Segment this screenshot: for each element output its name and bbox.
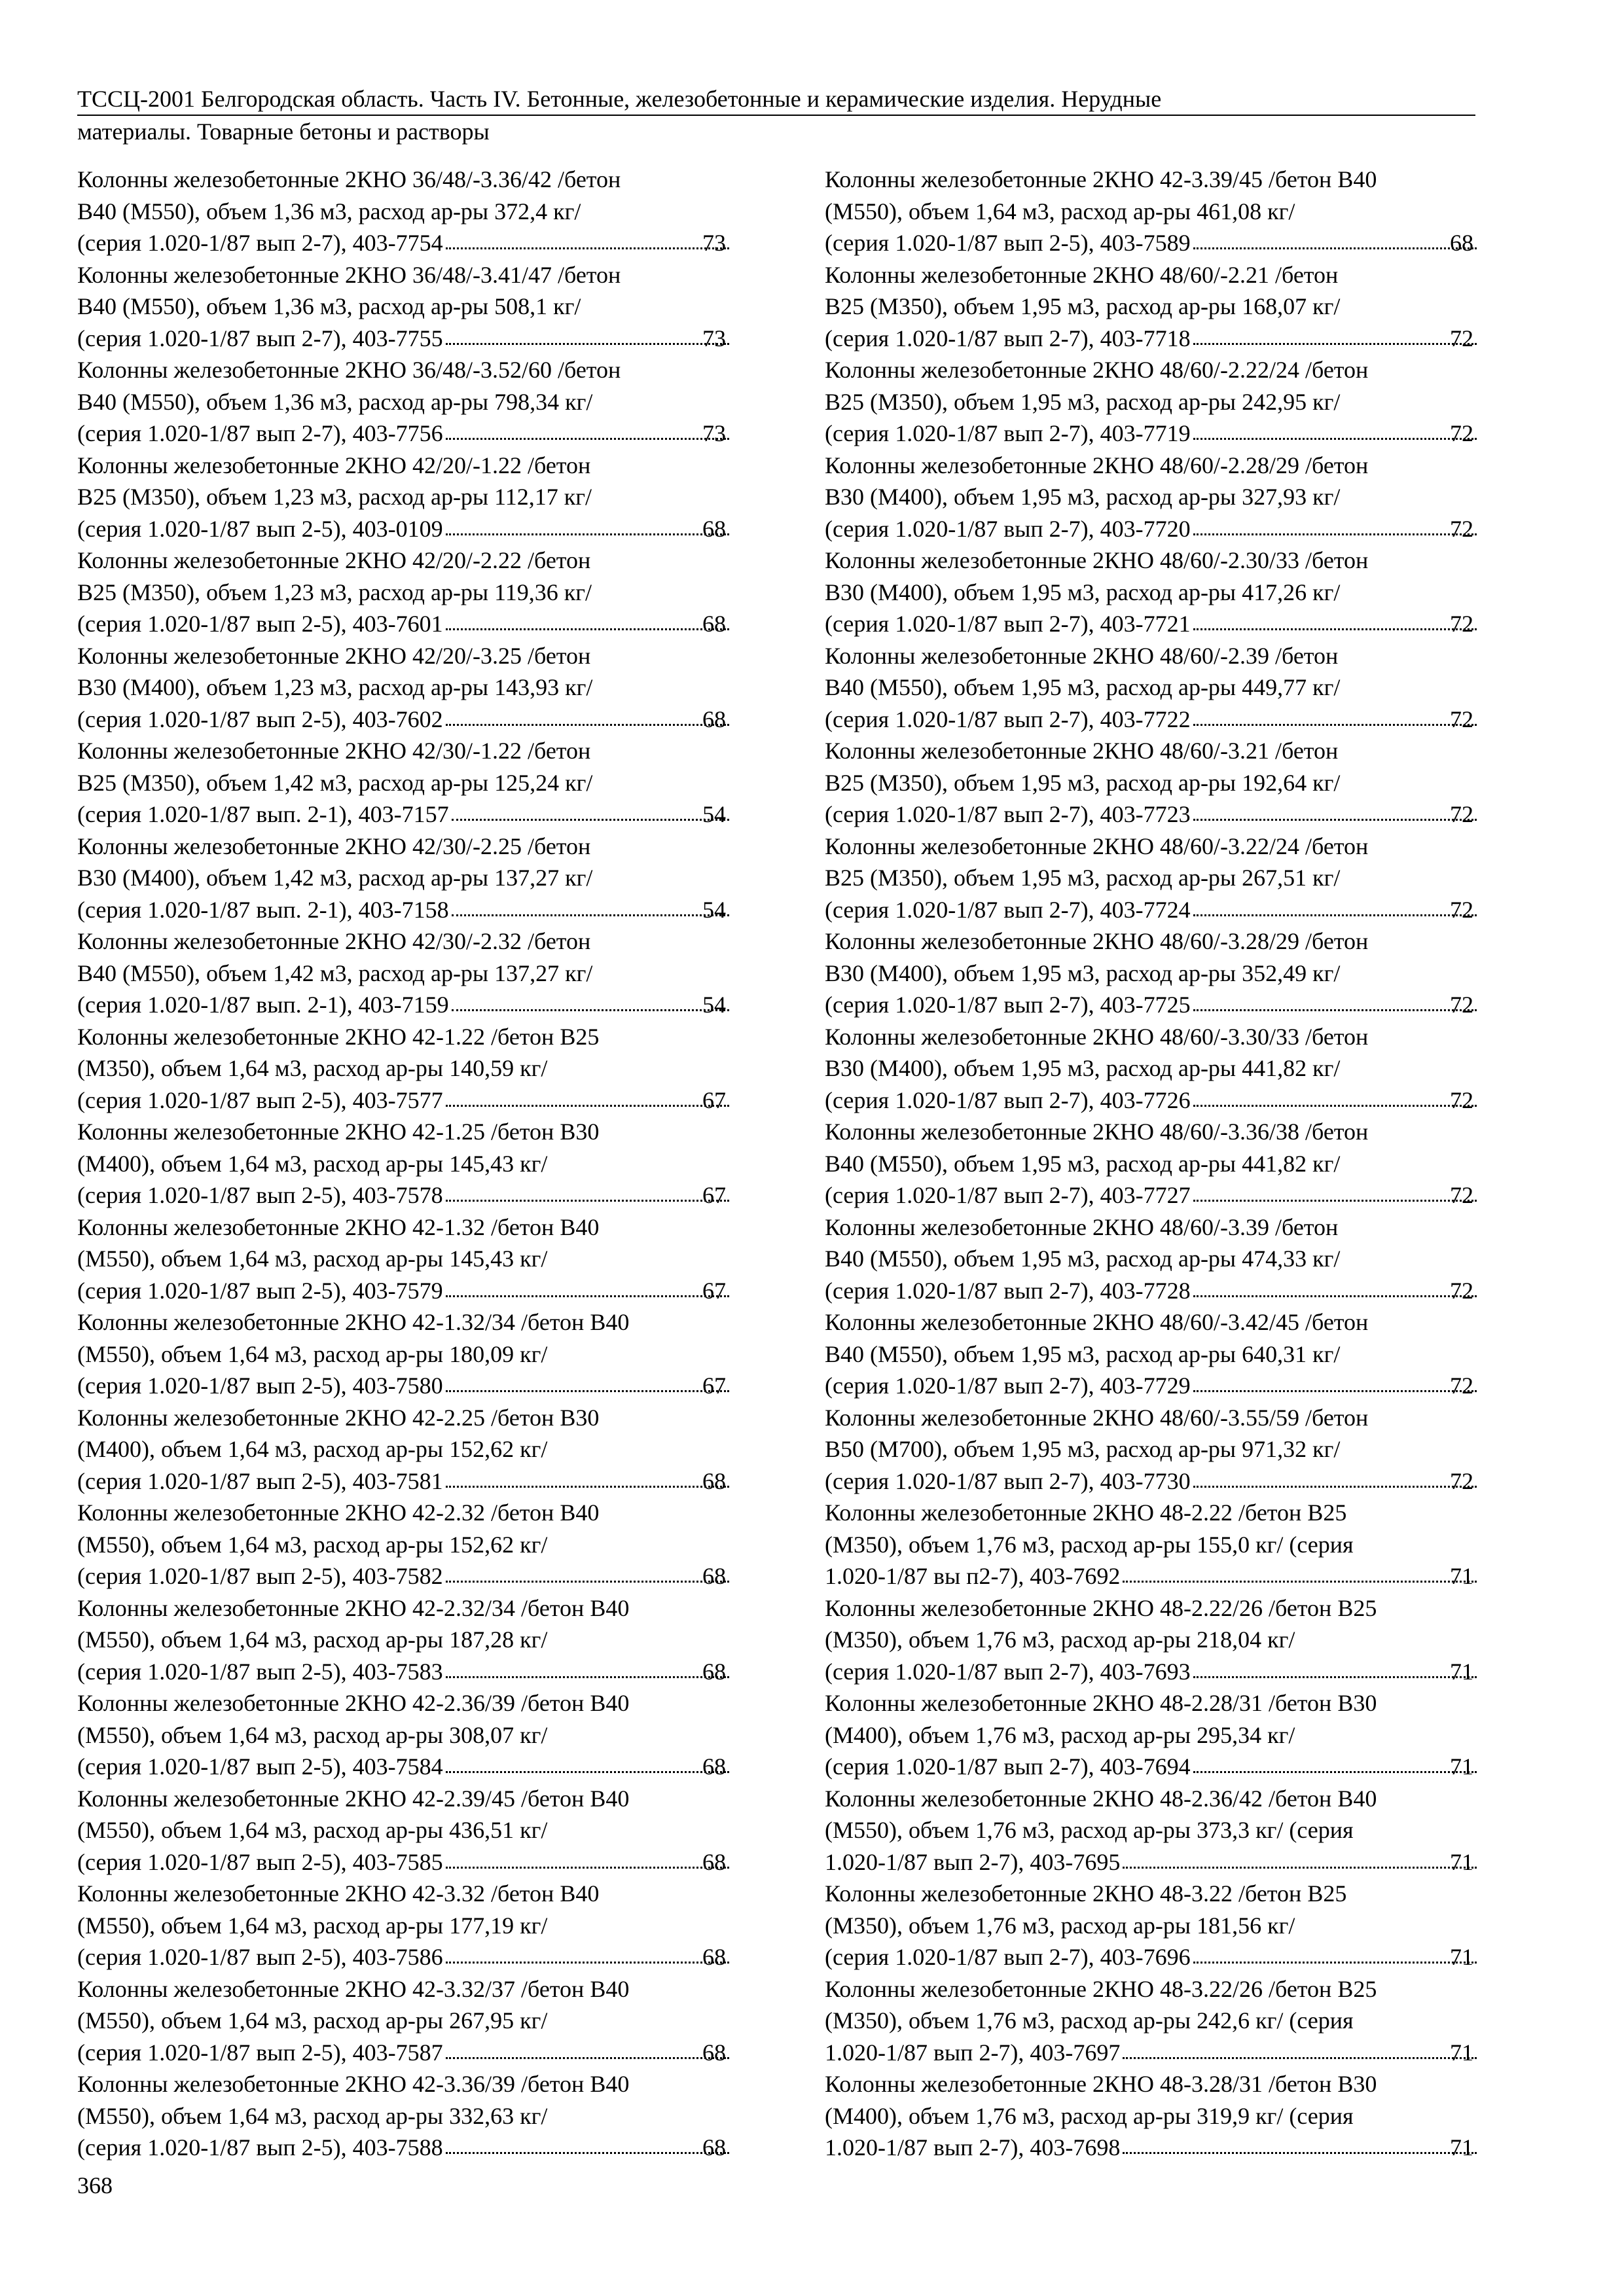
index-entry: [825, 1116, 1479, 1211]
entry-series-code: (серия 1.020-1/87 вып. 2-1), 403-7159: [77, 992, 449, 1018]
entry-reference-line: 1.020-1/87 вы п2-7), 403-7692 71: [854, 1560, 1479, 1592]
entry-spec-line: В30 (М400), объем 1,23 м3, расход ар-ры 143,93 кг/: [77, 674, 593, 700]
entry-spec-line: (М350), объем 1,76 м3, расход ар-ры 181,56 кг/: [825, 1912, 1295, 1939]
index-entry: [825, 2068, 1479, 2164]
entry-title-line: Колонны железобетонные 2КНО 42/20/-3.25 /бетон: [77, 642, 591, 669]
entry-series-code: (серия 1.020-1/87 вып 2-7), 403-7756: [77, 420, 443, 446]
entry-series-code: 1.020-1/87 вып 2-7), 403-7697: [825, 2039, 1121, 2066]
index-entry: [77, 1497, 732, 1592]
entry-reference-line: (серия 1.020-1/87 вып 2-7), 403-7723 72: [854, 798, 1479, 831]
index-entry: [77, 831, 732, 926]
dot-leader: [1193, 527, 1477, 535]
entry-reference-line: (серия 1.020-1/87 вып. 2-1), 403-7159 54: [107, 989, 732, 1021]
entry-reference-line: (серия 1.020-1/87 вып 2-7), 403-7718 72: [854, 323, 1479, 355]
entry-series-code: (серия 1.020-1/87 вып 2-5), 403-7580: [77, 1372, 443, 1399]
entry-series-code: 1.020-1/87 вып 2-7), 403-7695: [825, 1848, 1121, 1875]
entry-title-line: Колонны железобетонные 2КНО 42-1.25 /бетон В30: [77, 1119, 600, 1145]
entry-reference-line: (серия 1.020-1/87 вып 2-5), 403-7579 67: [107, 1275, 732, 1307]
index-entry: [77, 735, 732, 831]
entry-series-code: (серия 1.020-1/87 вып 2-5), 403-7577: [77, 1086, 443, 1113]
entry-title-line: Колонны железобетонные 2КНО 48/60/-3.21 /бетон: [825, 738, 1339, 764]
entry-spec-line: (М550), объем 1,64 м3, расход ар-ры 145,43 кг/: [77, 1246, 548, 1272]
index-entry: [825, 1021, 1479, 1117]
dot-leader: [452, 1003, 729, 1011]
dot-leader: [1193, 336, 1477, 345]
entry-title-line: Колонны железобетонные 2КНО 42/20/-1.22 /бетон: [77, 452, 591, 478]
index-entry: [77, 545, 732, 640]
entry-title-line: Колонны железобетонные 2КНО 48/60/-3.42/45 /бетон: [825, 1309, 1369, 1335]
entry-reference-line: (серия 1.020-1/87 вып 2-5), 403-7580 67: [107, 1370, 732, 1402]
entry-series-code: (серия 1.020-1/87 вып 2-5), 403-7602: [77, 706, 443, 732]
entry-series-code: (серия 1.020-1/87 вып 2-7), 403-7718: [825, 325, 1191, 351]
entry-series-code: 1.020-1/87 вып 2-7), 403-7698: [825, 2134, 1121, 2161]
entry-series-code: (серия 1.020-1/87 вып 2-7), 403-7726: [825, 1086, 1191, 1113]
dot-leader: [1193, 1479, 1477, 1488]
dot-leader: [1123, 2051, 1477, 2059]
dot-leader: [1193, 1193, 1477, 1202]
entry-reference-line: (серия 1.020-1/87 вып 2-5), 403-7582 68: [107, 1560, 732, 1592]
index-entry: [825, 1402, 1479, 1498]
entry-reference-line: (серия 1.020-1/87 вып 2-5), 403-7583 68: [107, 1656, 732, 1688]
entry-spec-line: В25 (М350), объем 1,95 м3, расход ар-ры 242,95 кг/: [825, 388, 1341, 415]
index-entry: [825, 1306, 1479, 1402]
entry-series-code: (серия 1.020-1/87 вып 2-7), 403-7722: [825, 706, 1191, 732]
entry-reference-line: (серия 1.020-1/87 вып 2-7), 403-7724 72: [854, 894, 1479, 926]
entry-spec-line: (М550), объем 1,64 м3, расход ар-ры 267,95 кг/: [77, 2007, 548, 2034]
entry-spec-line: (М400), объем 1,64 м3, расход ар-ры 152,62 кг/: [77, 1436, 548, 1462]
dot-leader: [1123, 1860, 1477, 1869]
entry-series-code: (серия 1.020-1/87 вып 2-5), 403-7601: [77, 611, 443, 637]
dot-leader: [1123, 1574, 1477, 1583]
entry-title-line: Колонны железобетонные 2КНО 42/30/-1.22 /бетон: [77, 738, 591, 764]
index-entry: [825, 1497, 1479, 1592]
entry-title-line: Колонны железобетонные 2КНО 48/60/-2.30/33 /бетон: [825, 547, 1369, 573]
index-entry: [825, 354, 1479, 450]
entry-title-line: Колонны железобетонные 2КНО 42/30/-2.25 /бетон: [77, 833, 591, 859]
left-column: [77, 164, 732, 2164]
entry-series-code: (серия 1.020-1/87 вып 2-5), 403-7581: [77, 1467, 443, 1494]
entry-spec-line: (М350), объем 1,64 м3, расход ар-ры 140,59 кг/: [77, 1055, 548, 1081]
entry-reference-line: (серия 1.020-1/87 вып. 2-1), 403-7158 54: [107, 894, 732, 926]
entry-title-line: Колонны железобетонные 2КНО 42/20/-2.22 /бетон: [77, 547, 591, 573]
entry-title-line: Колонны железобетонные 2КНО 48/60/-3.36/38 /бетон: [825, 1119, 1369, 1145]
entry-reference-line: (серия 1.020-1/87 вып 2-7), 403-7730 72: [854, 1465, 1479, 1498]
entry-title-line: Колонны железобетонные 2КНО 48/60/-2.39 /бетон: [825, 642, 1339, 669]
dot-leader: [1193, 1098, 1477, 1107]
entry-reference-line: (серия 1.020-1/87 вып 2-7), 403-7720 72: [854, 513, 1479, 545]
index-entry: [825, 259, 1479, 355]
entry-title-line: Колонны железобетонные 2КНО 42-3.39/45 /бетон В40: [825, 166, 1377, 192]
entry-title-line: Колонны железобетонные 2КНО 48/60/-3.39 /бетон: [825, 1213, 1339, 1240]
entry-spec-line: (М550), объем 1,64 м3, расход ар-ры 180,09 кг/: [77, 1340, 548, 1367]
entry-reference-line: (серия 1.020-1/87 вып 2-7), 403-7727 72: [854, 1179, 1479, 1211]
entry-spec-line: (М550), объем 1,64 м3, расход ар-ры 461,08 кг/: [825, 198, 1295, 224]
entry-title-line: Колонны железобетонные 2КНО 36/48/-3.36/42 /бетон: [77, 166, 621, 192]
entry-series-code: (серия 1.020-1/87 вып 2-7), 403-7720: [825, 515, 1191, 542]
dot-leader: [446, 1955, 729, 1964]
entry-spec-line: В40 (М550), объем 1,95 м3, расход ар-ры 640,31 кг/: [825, 1340, 1341, 1367]
entry-reference-line: 1.020-1/87 вып 2-7), 403-7697 71: [854, 2037, 1479, 2069]
entry-spec-line: В25 (М350), объем 1,95 м3, расход ар-ры 192,64 кг/: [825, 769, 1341, 796]
entry-reference-line: (серия 1.020-1/87 вып 2-5), 403-7581 68: [107, 1465, 732, 1498]
entry-title-line: Колонны железобетонные 2КНО 42-3.32 /бетон В40: [77, 1880, 600, 1907]
dot-leader: [1193, 1003, 1477, 1011]
entry-series-code: (серия 1.020-1/87 вып 2-5), 403-7585: [77, 1848, 443, 1875]
index-entry: [77, 1306, 732, 1402]
entry-spec-line: В40 (М550), объем 1,95 м3, расход ар-ры 449,77 кг/: [825, 674, 1341, 700]
entry-reference-line: (серия 1.020-1/87 вып 2-7), 403-7696 71: [854, 1941, 1479, 1973]
entry-title-line: Колонны железобетонные 2КНО 48/60/-3.22/24 /бетон: [825, 833, 1369, 859]
entry-reference-line: (серия 1.020-1/87 вып 2-5), 403-7587 68: [107, 2037, 732, 2069]
dot-leader: [446, 622, 729, 630]
entry-title-line: Колонны железобетонные 2КНО 42-1.32/34 /бетон В40: [77, 1309, 630, 1335]
header-line-2: материалы. Товарные бетоны и растворы: [77, 118, 490, 145]
index-entry: [825, 545, 1479, 640]
entry-series-code: (серия 1.020-1/87 вып 2-7), 403-7696: [825, 1944, 1191, 1970]
entry-spec-line: (М400), объем 1,64 м3, расход ар-ры 145,43 кг/: [77, 1150, 548, 1177]
entry-spec-line: (М350), объем 1,76 м3, расход ар-ры 155,0 кг/ (серия: [825, 1531, 1354, 1558]
entry-series-code: (серия 1.020-1/87 вып 2-7), 403-7725: [825, 992, 1191, 1018]
entry-title-line: Колонны железобетонные 2КНО 48/60/-3.28/29 /бетон: [825, 928, 1369, 954]
entry-title-line: Колонны железобетонные 2КНО 48/60/-2.22/24 /бетон: [825, 357, 1369, 383]
entry-title-line: Колонны железобетонные 2КНО 48/60/-3.30/33 /бетон: [825, 1023, 1369, 1050]
entry-series-code: (серия 1.020-1/87 вып 2-5), 403-7588: [77, 2134, 443, 2161]
entry-title-line: Колонны железобетонные 2КНО 48/60/-2.28/29 /бетон: [825, 452, 1369, 478]
dot-leader: [1193, 431, 1477, 440]
entry-reference-line: 1.020-1/87 вып 2-7), 403-7695 71: [854, 1846, 1479, 1878]
dot-leader: [446, 1574, 729, 1583]
entry-reference-line: (серия 1.020-1/87 вып 2-7), 403-7728 72: [854, 1275, 1479, 1307]
entry-series-code: (серия 1.020-1/87 вып 2-5), 403-7586: [77, 1944, 443, 1970]
entry-series-code: (серия 1.020-1/87 вып 2-5), 403-7589: [825, 230, 1191, 256]
entry-spec-line: В40 (М550), объем 1,95 м3, расход ар-ры 474,33 кг/: [825, 1246, 1341, 1272]
entry-series-code: (серия 1.020-1/87 вып 2-5), 403-7584: [77, 1753, 443, 1780]
dot-leader: [446, 1384, 729, 1392]
dot-leader: [446, 431, 729, 440]
entry-series-code: (серия 1.020-1/87 вып 2-5), 403-7587: [77, 2039, 443, 2066]
index-entry: [77, 450, 732, 545]
dot-leader: [1193, 1955, 1477, 1964]
entry-series-code: (серия 1.020-1/87 вып 2-7), 403-7721: [825, 611, 1191, 637]
entry-title-line: Колонны железобетонные 2КНО 42-3.32/37 /бетон В40: [77, 1975, 630, 2002]
entry-title-line: Колонны железобетонные 2КНО 42-2.39/45 /бетон В40: [77, 1785, 630, 1812]
entry-series-code: (серия 1.020-1/87 вып 2-5), 403-7579: [77, 1277, 443, 1304]
entry-spec-line: (М550), объем 1,64 м3, расход ар-ры 177,19 кг/: [77, 1912, 548, 1939]
entry-title-line: Колонны железобетонные 2КНО 42-2.32/34 /бетон В40: [77, 1594, 630, 1621]
entry-reference-line: (серия 1.020-1/87 вып 2-5), 403-7577 67: [107, 1085, 732, 1117]
entry-spec-line: (М550), объем 1,64 м3, расход ар-ры 436,51 кг/: [77, 1817, 548, 1843]
index-entry: [825, 735, 1479, 831]
entry-spec-line: В30 (М400), объем 1,42 м3, расход ар-ры 137,27 кг/: [77, 865, 593, 891]
entry-reference-line: (серия 1.020-1/87 вып 2-5), 403-7601 68: [107, 608, 732, 640]
index-entry: [77, 1878, 732, 1973]
entry-series-code: (серия 1.020-1/87 вып 2-7), 403-7719: [825, 420, 1191, 446]
entry-reference-line: (серия 1.020-1/87 вып 2-7), 403-7694 71: [854, 1751, 1479, 1783]
right-column: [825, 164, 1479, 2164]
page-number: 368: [77, 2172, 113, 2198]
entry-reference-line: (серия 1.020-1/87 вып 2-7), 403-7729 72: [854, 1370, 1479, 1402]
entry-series-code: (серия 1.020-1/87 вып 2-7), 403-7728: [825, 1277, 1191, 1304]
dot-leader: [1193, 908, 1477, 916]
entry-spec-line: В25 (М350), объем 1,23 м3, расход ар-ры 119,36 кг/: [77, 579, 592, 605]
index-entry: [77, 1783, 732, 1878]
entry-title-line: Колонны железобетонные 2КНО 36/48/-3.41/47 /бетон: [77, 261, 621, 288]
index-entry: [77, 640, 732, 736]
entry-series-code: (серия 1.020-1/87 вып 2-5), 403-7583: [77, 1658, 443, 1685]
dot-leader: [1193, 622, 1477, 630]
entry-reference-line: (серия 1.020-1/87 вып 2-7), 403-7726 72: [854, 1085, 1479, 1117]
entry-reference-line: (серия 1.020-1/87 вып 2-7), 403-7693 71: [854, 1656, 1479, 1688]
entry-spec-line: В50 (М700), объем 1,95 м3, расход ар-ры 971,32 кг/: [825, 1436, 1341, 1462]
index-entry: [825, 640, 1479, 736]
dot-leader: [446, 527, 729, 535]
dot-leader: [446, 2051, 729, 2059]
entry-title-line: Колонны железобетонные 2КНО 42-2.25 /бетон В30: [77, 1404, 600, 1431]
entry-title-line: Колонны железобетонные 2КНО 48-3.22/26 /бетон В25: [825, 1975, 1377, 2002]
entry-series-code: (серия 1.020-1/87 вып 2-7), 403-7755: [77, 325, 443, 351]
dot-leader: [1123, 2145, 1477, 2154]
dot-leader: [1193, 241, 1477, 249]
index-entry: [77, 1116, 732, 1211]
index-entry: [77, 1592, 732, 1688]
entry-reference-line: (серия 1.020-1/87 вып 2-5), 403-7584 68: [107, 1751, 732, 1783]
index-entry: [77, 354, 732, 450]
entry-spec-line: (М400), объем 1,76 м3, расход ар-ры 295,34 кг/: [825, 1721, 1295, 1748]
index-entry: [825, 831, 1479, 926]
entry-title-line: Колонны железобетонные 2КНО 48/60/-2.21 /бетон: [825, 261, 1339, 288]
entry-series-code: (серия 1.020-1/87 вып 2-5), 403-0109: [77, 515, 443, 542]
index-entry: [77, 259, 732, 355]
dot-leader: [1193, 1289, 1477, 1297]
dot-leader: [1193, 1384, 1477, 1392]
entry-series-code: (серия 1.020-1/87 вып 2-7), 403-7727: [825, 1182, 1191, 1208]
entry-reference-line: (серия 1.020-1/87 вып 2-7), 403-7756 73: [107, 418, 732, 450]
entry-spec-line: В30 (М400), объем 1,95 м3, расход ар-ры 417,26 кг/: [825, 579, 1341, 605]
entry-reference-line: (серия 1.020-1/87 вып 2-5), 403-7585 68: [107, 1846, 732, 1878]
entry-spec-line: (М350), объем 1,76 м3, расход ар-ры 242,6 кг/ (серия: [825, 2007, 1354, 2034]
entry-series-code: (серия 1.020-1/87 вып 2-5), 403-7578: [77, 1182, 443, 1208]
dot-leader: [446, 2145, 729, 2154]
entry-series-code: 1.020-1/87 вы п2-7), 403-7692: [825, 1563, 1121, 1589]
dot-leader: [1193, 812, 1477, 821]
entry-title-line: Колонны железобетонные 2КНО 48-2.28/31 /бетон В30: [825, 1690, 1377, 1716]
entry-series-code: (серия 1.020-1/87 вып. 2-1), 403-7158: [77, 896, 449, 923]
entry-series-code: (серия 1.020-1/87 вып 2-7), 403-7724: [825, 896, 1191, 923]
entry-series-code: (серия 1.020-1/87 вып 2-7), 403-7729: [825, 1372, 1191, 1399]
index-entry: [77, 1687, 732, 1783]
entry-spec-line: (М550), объем 1,76 м3, расход ар-ры 373,3 кг/ (серия: [825, 1817, 1354, 1843]
entry-title-line: Колонны железобетонные 2КНО 42-2.36/39 /бетон В40: [77, 1690, 630, 1716]
entry-title-line: Колонны железобетонные 2КНО 42-2.32 /бетон В40: [77, 1499, 600, 1526]
entry-reference-line: (серия 1.020-1/87 вып 2-5), 403-0109 68: [107, 513, 732, 545]
entry-spec-line: В40 (М550), объем 1,36 м3, расход ар-ры 508,1 кг/: [77, 293, 581, 319]
index-entry: [825, 1687, 1479, 1783]
index-entry: [77, 164, 732, 259]
entry-series-code: (серия 1.020-1/87 вып 2-7), 403-7723: [825, 801, 1191, 827]
dot-leader: [446, 336, 729, 345]
dot-leader: [446, 1289, 729, 1297]
index-entry: [825, 1783, 1479, 1878]
entry-reference-line: (серия 1.020-1/87 вып 2-7), 403-7755 73: [107, 323, 732, 355]
entry-reference-line: (серия 1.020-1/87 вып 2-7), 403-7719 72: [854, 418, 1479, 450]
index-entry: [77, 1973, 732, 2069]
entry-series-code: (серия 1.020-1/87 вып 2-5), 403-7582: [77, 1563, 443, 1589]
entry-title-line: Колонны железобетонные 2КНО 48-3.28/31 /бетон В30: [825, 2071, 1377, 2097]
entry-title-line: Колонны железобетонные 2КНО 48-2.36/42 /бетон В40: [825, 1785, 1377, 1812]
entry-spec-line: (М550), объем 1,64 м3, расход ар-ры 332,63 кг/: [77, 2102, 548, 2129]
index-entry: [825, 1973, 1479, 2069]
index-entry: [825, 1878, 1479, 1973]
dot-leader: [1193, 717, 1477, 726]
index-entry: [77, 1021, 732, 1117]
entry-title-line: Колонны железобетонные 2КНО 42/30/-2.32 /бетон: [77, 928, 591, 954]
dot-leader: [446, 1765, 729, 1773]
dot-leader: [446, 717, 729, 726]
index-entry: [77, 1402, 732, 1498]
entry-reference-line: (серия 1.020-1/87 вып 2-7), 403-7722 72: [854, 704, 1479, 736]
entry-spec-line: В40 (М550), объем 1,95 м3, расход ар-ры 441,82 кг/: [825, 1150, 1341, 1177]
entry-title-line: Колонны железобетонные 2КНО 42-1.22 /бетон В25: [77, 1023, 600, 1050]
entry-series-code: (серия 1.020-1/87 вып 2-7), 403-7693: [825, 1658, 1191, 1685]
entry-reference-line: (серия 1.020-1/87 вып 2-5), 403-7578 67: [107, 1179, 732, 1211]
entry-spec-line: (М550), объем 1,64 м3, расход ар-ры 152,62 кг/: [77, 1531, 548, 1558]
entry-spec-line: (М400), объем 1,76 м3, расход ар-ры 319,9 кг/ (серия: [825, 2102, 1354, 2129]
entry-spec-line: В25 (М350), объем 1,95 м3, расход ар-ры 267,51 кг/: [825, 865, 1341, 891]
entry-spec-line: В30 (М400), объем 1,95 м3, расход ар-ры 327,93 кг/: [825, 484, 1341, 510]
dot-leader: [446, 1860, 729, 1869]
dot-leader: [446, 1193, 729, 1202]
entry-title-line: Колонны железобетонные 2КНО 48-3.22 /бетон В25: [825, 1880, 1347, 1907]
dot-leader: [446, 1479, 729, 1488]
entry-reference-line: (серия 1.020-1/87 вып 2-5), 403-7586 68: [107, 1941, 732, 1973]
dot-leader: [1193, 1765, 1477, 1773]
entry-spec-line: (М550), объем 1,64 м3, расход ар-ры 187,28 кг/: [77, 1626, 548, 1653]
entry-title-line: Колонны железобетонные 2КНО 48-2.22 /бетон В25: [825, 1499, 1347, 1526]
index-entry: [825, 1211, 1479, 1307]
index-entry: [825, 925, 1479, 1021]
entry-spec-line: В30 (М400), объем 1,95 м3, расход ар-ры 441,82 кг/: [825, 1055, 1341, 1081]
entry-reference-line: (серия 1.020-1/87 вып 2-5), 403-7602 68: [107, 704, 732, 736]
entry-spec-line: В40 (М550), объем 1,36 м3, расход ар-ры 372,4 кг/: [77, 198, 581, 224]
entry-reference-line: (серия 1.020-1/87 вып. 2-1), 403-7157 54: [107, 798, 732, 831]
entry-series-code: (серия 1.020-1/87 вып 2-7), 403-7694: [825, 1753, 1191, 1780]
entry-reference-line: (серия 1.020-1/87 вып 2-7), 403-7725 72: [854, 989, 1479, 1021]
entry-spec-line: В25 (М350), объем 1,23 м3, расход ар-ры 112,17 кг/: [77, 484, 592, 510]
dot-leader: [446, 241, 729, 249]
header-line-1: ТССЦ-2001 Белгородская область. Часть IV. Бетонные, железобетонные и керамические изделия. Нерудные: [77, 86, 1162, 112]
entry-reference-line: (серия 1.020-1/87 вып 2-7), 403-7721 72: [854, 608, 1479, 640]
dot-leader: [1193, 1670, 1477, 1678]
entry-title-line: Колонны железобетонные 2КНО 42-3.36/39 /бетон В40: [77, 2071, 630, 2097]
entry-spec-line: (М350), объем 1,76 м3, расход ар-ры 218,04 кг/: [825, 1626, 1295, 1653]
entry-title-line: Колонны железобетонные 2КНО 36/48/-3.52/60 /бетон: [77, 357, 621, 383]
index-entry: [77, 1211, 732, 1307]
entry-title-line: Колонны железобетонные 2КНО 48/60/-3.55/59 /бетон: [825, 1404, 1369, 1431]
entry-reference-line: (серия 1.020-1/87 вып 2-5), 403-7589 68: [854, 227, 1479, 259]
entry-series-code: (серия 1.020-1/87 вып 2-7), 403-7754: [77, 230, 443, 256]
entry-reference-line: (серия 1.020-1/87 вып 2-5), 403-7588 68: [107, 2132, 732, 2164]
entry-title-line: Колонны железобетонные 2КНО 42-1.32 /бетон В40: [77, 1213, 600, 1240]
entry-spec-line: В25 (М350), объем 1,95 м3, расход ар-ры 168,07 кг/: [825, 293, 1341, 319]
dot-leader: [446, 1670, 729, 1678]
entry-series-code: (серия 1.020-1/87 вып 2-7), 403-7730: [825, 1467, 1191, 1494]
entry-reference-line: 1.020-1/87 вып 2-7), 403-7698 71: [854, 2132, 1479, 2164]
entry-spec-line: В40 (М550), объем 1,42 м3, расход ар-ры 137,27 кг/: [77, 960, 593, 986]
entry-spec-line: В40 (М550), объем 1,36 м3, расход ар-ры 798,34 кг/: [77, 388, 593, 415]
index-entry: [825, 1592, 1479, 1688]
dot-leader: [452, 812, 729, 821]
entry-reference-line: (серия 1.020-1/87 вып 2-7), 403-7754 73: [107, 227, 732, 259]
entry-spec-line: (М550), объем 1,64 м3, расход ар-ры 308,07 кг/: [77, 1721, 548, 1748]
entry-spec-line: В30 (М400), объем 1,95 м3, расход ар-ры 352,49 кг/: [825, 960, 1341, 986]
entry-series-code: (серия 1.020-1/87 вып. 2-1), 403-7157: [77, 801, 449, 827]
dot-leader: [452, 908, 729, 916]
entry-title-line: Колонны железобетонные 2КНО 48-2.22/26 /бетон В25: [825, 1594, 1377, 1621]
entry-spec-line: В25 (М350), объем 1,42 м3, расход ар-ры 125,24 кг/: [77, 769, 593, 796]
dot-leader: [446, 1098, 729, 1107]
index-entry: [825, 450, 1479, 545]
index-entry: [77, 2068, 732, 2164]
page-header: [77, 84, 1475, 145]
index-entry: [825, 164, 1479, 259]
index-entry: [77, 925, 732, 1021]
